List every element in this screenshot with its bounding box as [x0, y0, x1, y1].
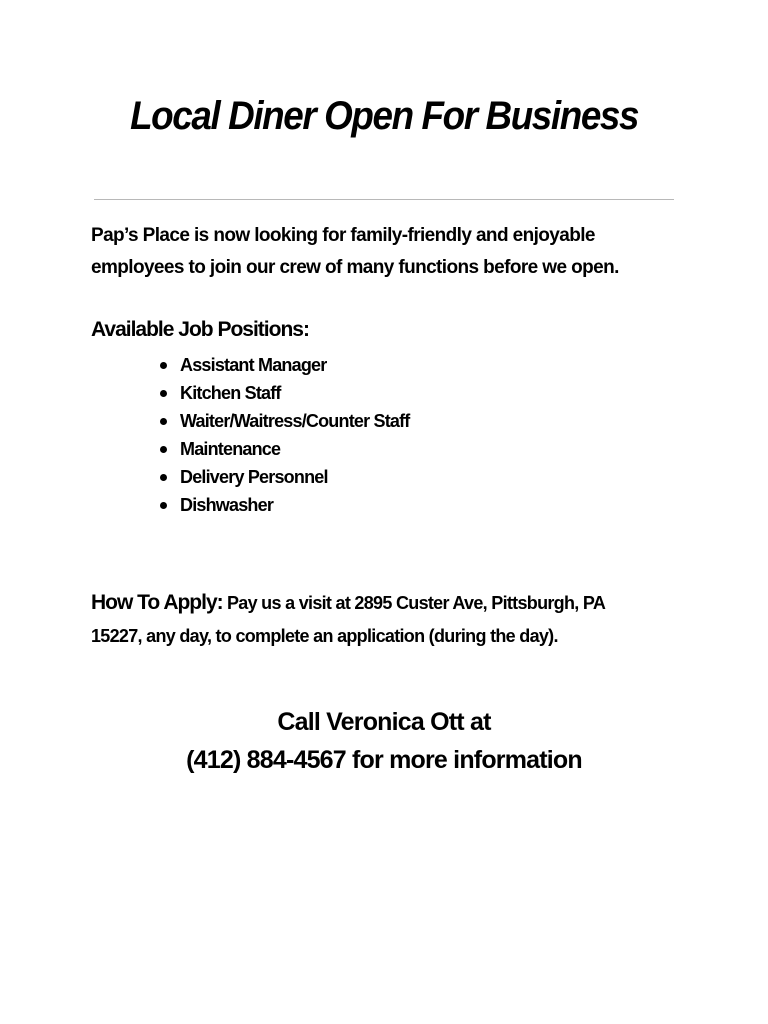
- positions-list: [158, 351, 410, 519]
- contact-info: [0, 703, 768, 779]
- position-label: Delivery Personnel: [180, 467, 328, 487]
- position-label: Kitchen Staff: [180, 383, 281, 403]
- divider-rule: [94, 199, 674, 200]
- apply-line-2: 15227, any day, to complete an application (during the day).: [91, 626, 558, 646]
- contact-line-1: Call Veronica Ott at: [277, 708, 491, 736]
- bullet-icon: [160, 446, 167, 453]
- apply-text-1: Pay us a visit at 2895 Custer Ave, Pittsburgh, PA: [222, 593, 606, 613]
- flyer-title: Local Diner Open For Business: [130, 94, 639, 138]
- intro-line-2: employees to join our crew of many functions before we open.: [91, 257, 619, 278]
- bullet-icon: [160, 418, 167, 425]
- position-item: [158, 351, 410, 379]
- position-item: [158, 407, 410, 435]
- apply-label: How To Apply:: [91, 591, 223, 614]
- bullet-icon: [160, 390, 167, 397]
- positions-heading: Available Job Positions:: [91, 318, 309, 341]
- apply-paragraph: [91, 587, 691, 652]
- bullet-icon: [160, 474, 167, 481]
- bullet-icon: [160, 502, 167, 509]
- bullet-icon: [160, 362, 167, 369]
- position-label: Waiter/Waitress/Counter Staff: [180, 411, 410, 431]
- position-item: [158, 491, 410, 519]
- intro-paragraph: [91, 220, 691, 284]
- position-label: Maintenance: [180, 439, 281, 459]
- intro-line-1: Pap’s Place is now looking for family-friendly and enjoyable: [91, 225, 595, 246]
- position-item: [158, 379, 410, 407]
- position-item: [158, 435, 410, 463]
- position-item: [158, 463, 410, 491]
- position-label: Assistant Manager: [180, 355, 327, 375]
- contact-line-2: (412) 884-4567 for more information: [186, 746, 582, 774]
- apply-line-1: [91, 587, 691, 620]
- position-label: Dishwasher: [180, 495, 274, 515]
